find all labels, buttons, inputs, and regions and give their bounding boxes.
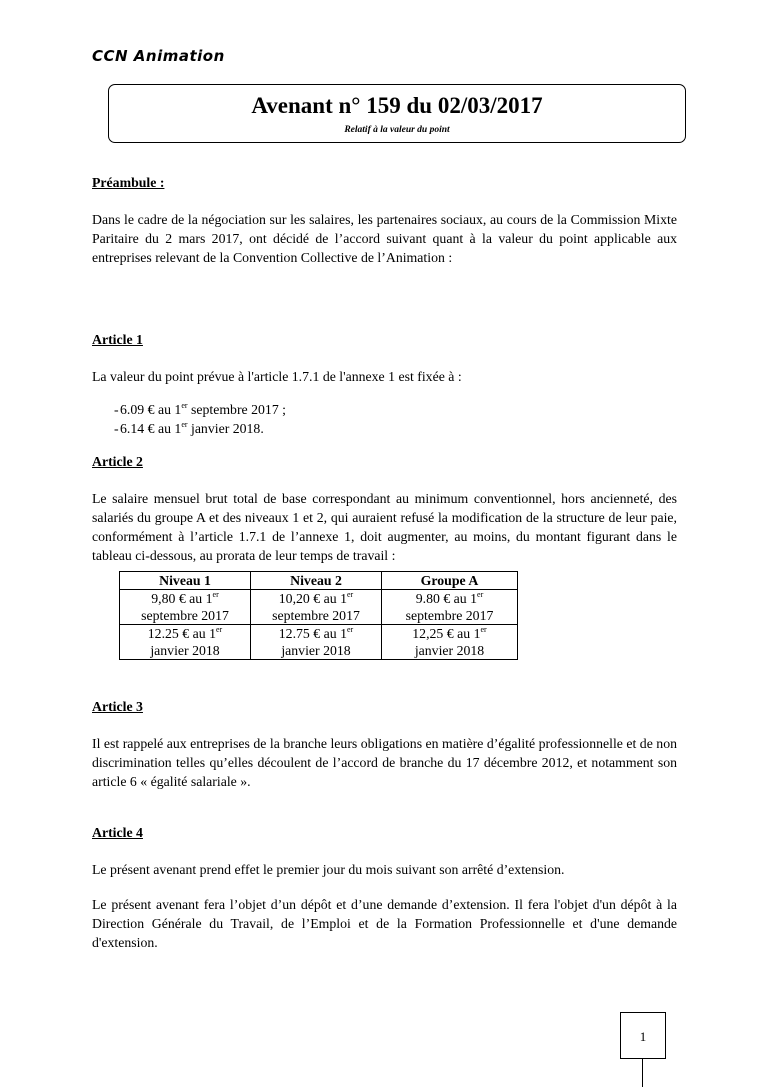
superscript: er — [216, 625, 223, 634]
superscript: er — [480, 625, 487, 634]
item-text: janvier 2018. — [187, 421, 264, 436]
table-cell — [382, 590, 518, 625]
document-title: Avenant n° 159 du 02/03/2017 — [251, 93, 543, 118]
table-cell — [382, 625, 518, 660]
cell-text: septembre 2017 — [405, 608, 494, 623]
document-body — [92, 173, 677, 952]
preambule-text: Dans le cadre de la négociation sur les salaires, les partenaires sociaux, au cours de la Commission Mixte Paritaire du 2 mars 2017, ont décidé de l’accord suivant quant à la valeur du point applicable aux entreprises relevant de la Convention Collective de l’Animation : — [92, 212, 677, 265]
page-number-divider — [642, 1059, 643, 1087]
table-cell — [251, 625, 382, 660]
list-item — [92, 419, 677, 438]
document-subtitle: Relatif à la valeur du point — [344, 125, 450, 135]
cell-text: janvier 2018 — [281, 643, 351, 658]
article4-text-1: Le présent avenant prend effet le premier jour du mois suivant son arrêté d’extension. — [92, 862, 565, 877]
article3-text: Il est rappelé aux entreprises de la branche leurs obligations en matière d’égalité professionnelle et de non discrimination telles qu’elles découlent de l’accord de branche du 17 décembre 2012, et notamment son article 6 « égalité salariale ». — [92, 736, 677, 789]
article2-heading: Article 2 — [92, 454, 143, 469]
cell-text: 12.25 € au 1 — [147, 626, 216, 641]
article1-heading: Article 1 — [92, 332, 143, 347]
article1-list — [92, 400, 677, 438]
cell-text: 10,20 € au 1 — [278, 591, 347, 606]
superscript: er — [347, 625, 354, 634]
cell-text: septembre 2017 — [272, 608, 360, 623]
item-text: 6.09 € au 1 — [120, 402, 182, 417]
salary-table — [119, 571, 518, 660]
page-number: 1 — [620, 1012, 666, 1059]
cell-text: 9.80 € au 1 — [415, 591, 478, 606]
table-cell — [120, 625, 251, 660]
superscript: er — [181, 420, 188, 429]
list-item — [92, 400, 677, 419]
preambule-heading: Préambule : — [92, 175, 165, 190]
cell-text: septembre 2017 — [141, 608, 229, 623]
superscript: er — [212, 590, 219, 599]
cell-text: janvier 2018 — [150, 643, 220, 658]
document-header-label: CCN Animation — [92, 47, 225, 65]
table-cell — [120, 590, 251, 625]
table-header: Niveau 1 — [120, 572, 251, 590]
table-cell — [251, 590, 382, 625]
superscript: er — [181, 401, 188, 410]
cell-text: janvier 2018 — [414, 643, 485, 658]
article1-text: La valeur du point prévue à l'article 1.7.1 de l'annexe 1 est fixée à : — [92, 369, 462, 384]
table-header-row — [120, 572, 518, 590]
item-text: 6.14 € au 1 — [120, 421, 182, 436]
superscript: er — [347, 590, 354, 599]
table-header: Niveau 2 — [251, 572, 382, 590]
article3-heading: Article 3 — [92, 699, 143, 714]
table-row — [120, 590, 518, 625]
table-row — [120, 625, 518, 660]
article4-text-2: Le présent avenant fera l’objet d’un dépôt et d’une demande d’extension. Il fera l'objet d'un dépôt à la Direction Générale du Travail, de l’Emploi et de la Formation Professionnelle et d'une demande d'extension. — [92, 897, 677, 950]
superscript: er — [477, 590, 484, 599]
cell-text: 9,80 € au 1 — [151, 591, 213, 606]
article2-text: Le salaire mensuel brut total de base correspondant au minimum conventionnel, hors ancienneté, des salariés du groupe A et des niveaux 1 et 2, qui auraient refusé la modification de la structure de leur paie, conformément à l’article 1.7.1 de l’annexe 1, doit augmenter, au moins, du montant figurant dans le tableau ci-dessous, au prorata de leur temps de travail : — [92, 491, 677, 563]
cell-text: 12.75 € au 1 — [278, 626, 347, 641]
cell-text: 12,25 € au 1 — [412, 626, 481, 641]
title-box — [108, 84, 686, 143]
table-header: Groupe A — [382, 572, 518, 590]
article4-heading: Article 4 — [92, 825, 143, 840]
item-text: septembre 2017 ; — [187, 402, 287, 417]
